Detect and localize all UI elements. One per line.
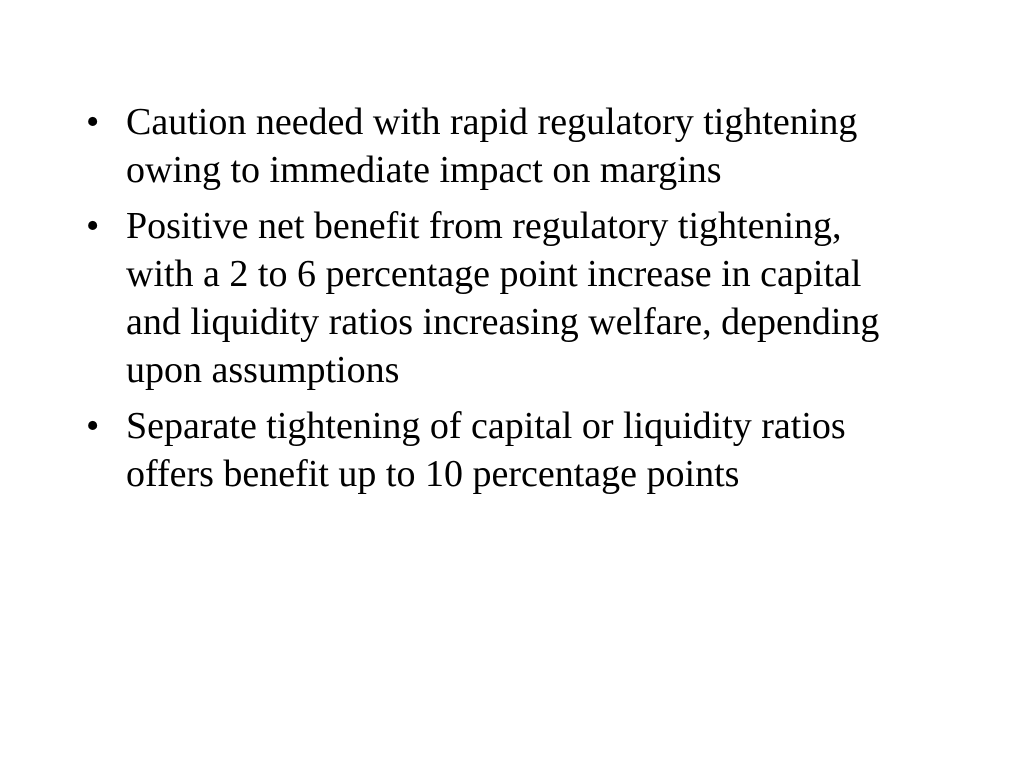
bullet-marker: • (86, 405, 100, 447)
bullet-marker: • (86, 101, 100, 143)
bullet-item (86, 202, 926, 394)
bullet-text: Separate tightening of capital or liquidity ratios offers benefit up to 10 percentage points (126, 405, 846, 495)
bullet-marker: • (86, 205, 100, 247)
bullet-text: Caution needed with rapid regulatory tightening owing to immediate impact on margins (126, 101, 858, 191)
bullet-item (86, 98, 926, 194)
bullet-text: Positive net benefit from regulatory tightening, with a 2 to 6 percentage point increase in capital and liquidity ratios increasing welfare, depending upon assumptions (126, 205, 880, 391)
bullet-list (86, 98, 926, 506)
bullet-item (86, 402, 926, 498)
